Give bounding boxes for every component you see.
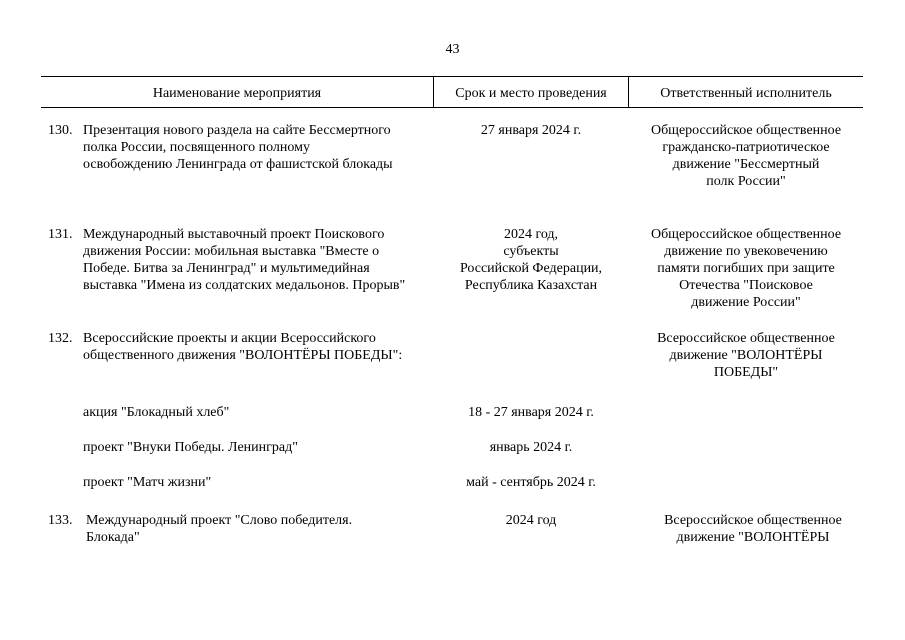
row-number: 133. — [48, 513, 73, 528]
header-name: Наименование мероприятия — [152, 86, 322, 101]
row-time-place: январь 2024 г. — [489, 440, 573, 455]
row-name: акция "Блокадный хлеб" — [83, 405, 230, 420]
row-time-place: май - сентябрь 2024 г. — [466, 475, 596, 490]
header-time-place: Срок и место проведения — [455, 86, 607, 101]
row-executor: Общероссийское общественное гражданско-патриотическое движение "Бессмертный полк России" — [650, 123, 842, 189]
row-time-place: 2024 год, субъекты Российской Федерации, Республика Казахстан — [459, 227, 603, 293]
row-time-place: 27 января 2024 г. — [480, 123, 582, 138]
header-bottom-rule — [41, 107, 863, 108]
row-time-place: 18 - 27 января 2024 г. — [468, 405, 594, 420]
page-number: 43 — [445, 42, 460, 57]
row-name: Презентация нового раздела на сайте Бессмертного полка России, посвященного полному освобождению Ленинграда от фашистской блокады — [83, 123, 393, 172]
row-name: проект "Матч жизни" — [83, 475, 212, 490]
row-name: проект "Внуки Победы. Ленинград" — [83, 440, 298, 455]
row-name: Всероссийские проекты и акции Всероссийского общественного движения "ВОЛОНТЁРЫ ПОБЕДЫ": — [83, 331, 403, 363]
row-executor: Общероссийское общественное движение по увековечению памяти погибших при защите Отечества "Поисковое движение России" — [650, 227, 842, 310]
row-name: Международный выставочный проект Поискового движения России: мобильная выставка "Вместе о Победе. Битва за Ленинград" и мультимедийная выставка "Имена из солдатских медальонов. Прорыв" — [83, 227, 406, 293]
row-name: Международный проект "Слово победителя. Блокада" — [86, 513, 353, 545]
header-executor: Ответственный исполнитель — [660, 86, 832, 101]
row-number: 131. — [48, 227, 73, 242]
header-top-rule — [41, 76, 863, 77]
row-number: 132. — [48, 331, 73, 346]
row-number: 130. — [48, 123, 73, 138]
row-executor: Всероссийское общественное движение "ВОЛОНТЁРЫ ПОБЕДЫ" — [657, 331, 835, 380]
row-time-place: 2024 год — [505, 513, 557, 528]
row-executor: Всероссийское общественное движение "ВОЛОНТЁРЫ — [664, 513, 842, 545]
